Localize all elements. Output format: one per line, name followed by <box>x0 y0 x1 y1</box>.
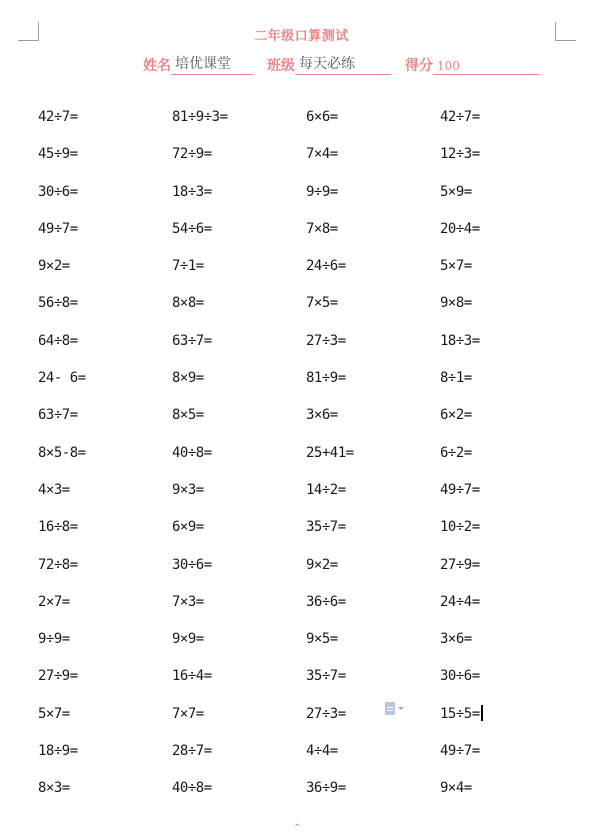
math-problem[interactable]: 9÷9= <box>306 183 338 200</box>
math-problem[interactable]: 3×6= <box>440 631 472 648</box>
chevron-down-icon <box>398 707 404 710</box>
math-problem[interactable]: 63÷7= <box>38 407 78 424</box>
math-problem[interactable]: 14÷2= <box>306 481 346 498</box>
math-problem[interactable]: 81÷9= <box>306 370 346 387</box>
math-problem[interactable]: 15÷5= <box>440 703 574 740</box>
math-problem[interactable]: 63÷7= <box>172 332 212 349</box>
math-problem[interactable]: 8×8= <box>172 295 204 312</box>
math-problem[interactable]: 6×6= <box>306 109 338 125</box>
math-problem[interactable]: 2×7= <box>38 593 70 610</box>
math-problem[interactable]: 9×2= <box>306 556 338 573</box>
math-problem[interactable]: 9÷9= <box>38 631 70 648</box>
math-problem[interactable]: 9×2= <box>38 258 70 275</box>
math-problem[interactable]: 35÷7= <box>306 668 346 685</box>
math-problem[interactable]: 27÷9= <box>440 556 480 573</box>
math-problem[interactable]: 27÷3= <box>306 332 346 349</box>
math-problem[interactable]: 40÷8= <box>172 444 212 461</box>
math-problem[interactable]: 9×9= <box>172 631 204 648</box>
math-problem[interactable]: 24- 6= <box>38 370 86 387</box>
math-problem[interactable]: 49÷7= <box>38 220 78 237</box>
math-problem[interactable]: 56÷8= <box>38 295 78 312</box>
math-problem[interactable]: 8×5-8= <box>38 444 86 461</box>
math-problem[interactable]: 18÷9= <box>38 743 78 760</box>
score-label: 得分 <box>405 58 433 74</box>
math-problem[interactable]: 35÷7= <box>306 519 346 536</box>
math-problem[interactable]: 5×7= <box>440 258 472 275</box>
math-problem[interactable]: 27÷9= <box>38 668 78 685</box>
math-problem[interactable]: 6÷2= <box>440 444 472 461</box>
math-problem[interactable]: 7÷1= <box>172 258 204 275</box>
math-problem[interactable]: 30÷6= <box>38 183 78 200</box>
math-problem[interactable]: 49÷7= <box>440 481 480 498</box>
math-problem[interactable]: 16÷8= <box>38 519 78 536</box>
math-problem[interactable]: 5×9= <box>440 183 472 200</box>
math-problem[interactable]: 6×2= <box>440 407 472 424</box>
math-problem[interactable]: 9×4= <box>440 780 472 797</box>
math-problem[interactable]: 8×3= <box>38 780 70 797</box>
math-problem[interactable]: 42÷7= <box>440 109 480 125</box>
score-field[interactable]: 100 <box>433 59 539 75</box>
math-problem[interactable]: 7×3= <box>172 593 204 610</box>
math-problem[interactable]: 30÷6= <box>440 668 480 685</box>
math-problem[interactable]: 6×9= <box>172 519 204 536</box>
math-problem[interactable]: 12÷3= <box>440 146 480 163</box>
math-problem[interactable]: 72÷9= <box>172 146 212 163</box>
text-cursor <box>481 705 483 721</box>
math-problem[interactable]: 7×5= <box>306 295 338 312</box>
student-info-line <box>143 53 539 75</box>
math-problem[interactable]: 5×7= <box>38 705 70 722</box>
name-label: 姓名 <box>143 58 171 74</box>
math-problem[interactable]: 9×8= <box>440 295 472 312</box>
math-problem[interactable]: 7×8= <box>306 220 338 237</box>
math-problem[interactable]: 16÷4= <box>172 668 212 685</box>
page-end-mark: ^ <box>294 823 301 832</box>
math-problem[interactable]: 28÷7= <box>172 743 212 760</box>
math-problem[interactable]: 8÷1= <box>440 370 472 387</box>
math-problem[interactable]: 40÷8= <box>172 780 212 797</box>
math-problem[interactable]: 54÷6= <box>172 220 212 237</box>
math-problem[interactable]: 72÷8= <box>38 556 78 573</box>
paste-options-button[interactable] <box>385 700 411 716</box>
math-problem[interactable]: 25+41= <box>306 444 354 461</box>
math-problem[interactable]: 10÷2= <box>440 519 480 536</box>
math-problem[interactable]: 7×4= <box>306 146 338 163</box>
class-label: 班级 <box>267 58 295 74</box>
problem-grid <box>38 106 574 815</box>
math-problem[interactable]: 42÷7= <box>38 109 78 125</box>
math-problem[interactable]: 30÷6= <box>172 556 212 573</box>
name-field[interactable]: 培优课堂 <box>171 53 253 75</box>
math-problem[interactable]: 18÷3= <box>172 183 212 200</box>
math-problem[interactable]: 81÷9÷3= <box>172 109 228 125</box>
math-problem[interactable]: 9×5= <box>306 631 338 648</box>
math-problem[interactable]: 4×3= <box>38 481 70 498</box>
math-problem[interactable]: 7×7= <box>172 705 204 722</box>
worksheet-title: 二年级口算测试 <box>254 29 349 44</box>
math-problem[interactable]: 4÷4= <box>306 743 338 760</box>
math-problem[interactable]: 24÷6= <box>306 258 346 275</box>
math-problem[interactable]: 3×6= <box>306 407 338 424</box>
paste-options-icon <box>385 702 395 715</box>
math-problem[interactable]: 36÷6= <box>306 593 346 610</box>
math-problem[interactable]: 24÷4= <box>440 593 480 610</box>
math-problem[interactable]: 64÷8= <box>38 332 78 349</box>
math-problem[interactable]: 36÷9= <box>306 780 346 797</box>
class-field[interactable]: 每天必练 <box>295 53 391 75</box>
math-problem[interactable]: 8×5= <box>172 407 204 424</box>
math-problem[interactable]: 18÷3= <box>440 332 480 349</box>
math-problem[interactable]: 20÷4= <box>440 220 480 237</box>
math-problem[interactable]: 9×3= <box>172 481 204 498</box>
math-problem[interactable]: 49÷7= <box>440 743 480 760</box>
math-problem[interactable]: 45÷9= <box>38 146 78 163</box>
math-problem[interactable]: 8×9= <box>172 370 204 387</box>
math-problem[interactable]: 27÷3= <box>306 705 346 722</box>
